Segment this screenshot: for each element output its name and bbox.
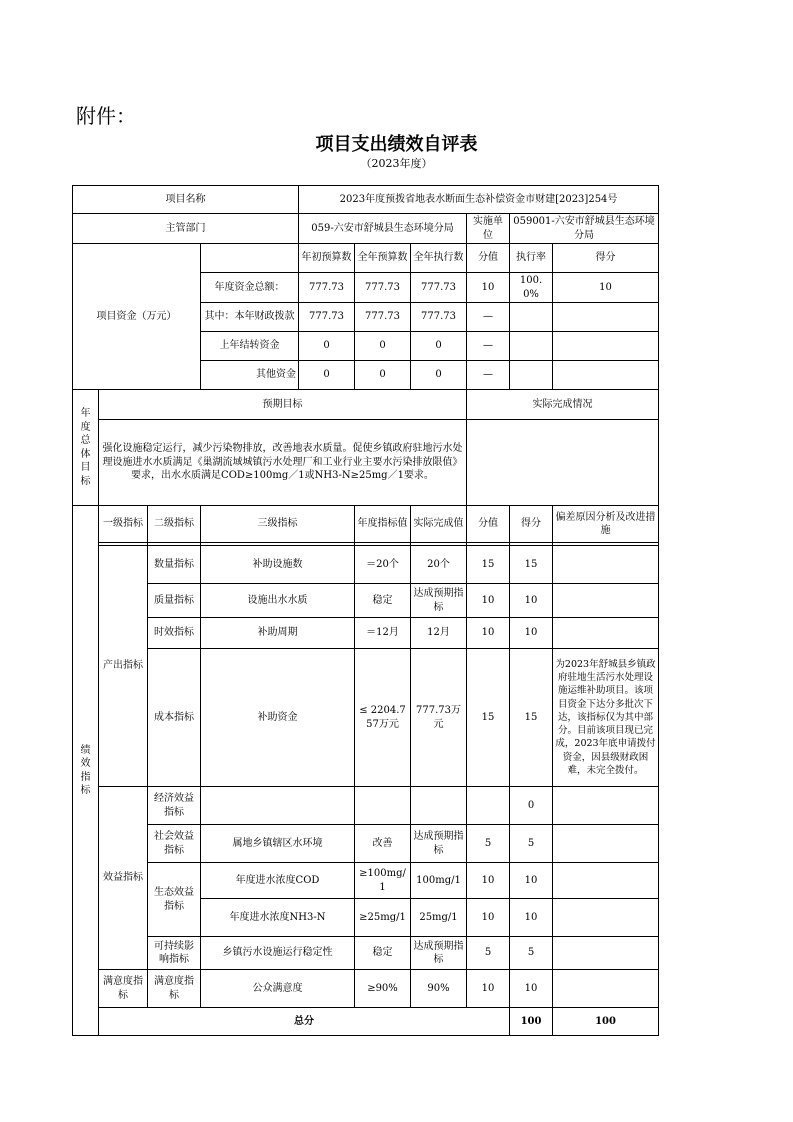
- benefit-row: [73, 863, 659, 899]
- perf-header-score: 得分: [510, 506, 553, 543]
- benefit-l2: 经济效益指标: [148, 787, 201, 825]
- project-name-row: [73, 186, 659, 214]
- funds-row-label: 年度资金总额：: [201, 273, 299, 303]
- goals-side-label: [73, 390, 99, 506]
- funds-row-label: 其他资金: [201, 361, 299, 390]
- output-target: ＝12月: [355, 618, 411, 649]
- funds-cell: 0: [411, 332, 467, 361]
- satisfaction-l1: 满意度指标: [99, 970, 148, 1008]
- benefit-l3: 属地乡镇辖区水环境: [201, 825, 355, 863]
- output-actual: 20个: [411, 546, 467, 584]
- page-title: 项目支出绩效自评表: [315, 134, 478, 155]
- perf-header-l1: 一级指标: [99, 506, 148, 543]
- benefit-note: [553, 937, 659, 970]
- funds-cell: 777.73: [299, 273, 355, 303]
- output-target: 稳定: [355, 584, 411, 618]
- implementing-unit-label: 实施单位: [467, 214, 510, 244]
- goals-side-text: 年度总体目标: [80, 408, 91, 487]
- funds-cell: 0: [355, 361, 411, 390]
- funds-cell: 777.73: [299, 303, 355, 332]
- funds-row-label: 其中：本年财政拨款: [201, 303, 299, 332]
- satisfaction-actual: 90%: [411, 970, 467, 1008]
- funds-header-rate: 执行率: [510, 244, 553, 273]
- satisfaction-score-max: 10: [467, 970, 510, 1008]
- funds-cell: 777.73: [355, 273, 411, 303]
- goals-header-row: [73, 390, 659, 420]
- benefit-target: ≥100mg/1: [355, 863, 411, 899]
- funds-cell: 777.73: [355, 303, 411, 332]
- benefit-target: [355, 787, 411, 825]
- output-score: 15: [510, 649, 553, 787]
- benefit-score-max: 5: [467, 937, 510, 970]
- funds-cell: 10: [553, 273, 659, 303]
- funds-cell: 0: [299, 332, 355, 361]
- perf-side-label: [73, 506, 99, 1036]
- funds-cell: 0: [355, 332, 411, 361]
- funds-header-initial: 年初预算数: [299, 244, 355, 273]
- perf-header-l2: 二级指标: [148, 506, 201, 543]
- funds-label: 项目资金（万元）: [73, 244, 201, 390]
- benefit-score: 5: [510, 937, 553, 970]
- benefit-score-max: 10: [467, 863, 510, 899]
- perf-header-score-max: 分值: [467, 506, 510, 543]
- department-value: 059-六安市舒城县生态环境分局: [299, 214, 467, 244]
- funds-cell: 777.73: [411, 303, 467, 332]
- attachment-label: 附件：: [76, 104, 136, 128]
- benefit-score-max: 5: [467, 825, 510, 863]
- benefit-actual: 达成预期指标: [411, 937, 467, 970]
- perf-header-actual: 实际完成值: [411, 506, 467, 543]
- benefit-l2: 社会效益指标: [148, 825, 201, 863]
- output-l3: 设施出水水质: [201, 584, 355, 618]
- benefit-l1: 效益指标: [99, 787, 148, 970]
- satisfaction-target: ≥90%: [355, 970, 411, 1008]
- funds-cell: [510, 361, 553, 390]
- output-score-max: 10: [467, 618, 510, 649]
- funds-header-score: 得分: [553, 244, 659, 273]
- actual-completion-text: [467, 420, 659, 506]
- output-actual: 12月: [411, 618, 467, 649]
- funds-header-blank: [201, 244, 299, 273]
- output-target: ＝20个: [355, 546, 411, 584]
- funds-cell: 0: [299, 361, 355, 390]
- total-score: 100: [553, 1008, 659, 1036]
- perf-side-text: 绩效指标: [80, 744, 91, 796]
- output-note: [553, 584, 659, 618]
- funds-cell: 777.73: [411, 273, 467, 303]
- satisfaction-row: [73, 970, 659, 1008]
- benefit-target: ≥25mg/1: [355, 899, 411, 937]
- benefit-score: 5: [510, 825, 553, 863]
- output-row: [73, 649, 659, 787]
- benefit-row: [73, 825, 659, 863]
- funds-header-annual: 全年预算数: [355, 244, 411, 273]
- output-l3: 补助资金: [201, 649, 355, 787]
- output-l1: 产出指标: [99, 546, 148, 787]
- output-actual: 777.73万元: [411, 649, 467, 787]
- funds-cell: [553, 361, 659, 390]
- benefit-l3: 年度进水浓度COD: [201, 863, 355, 899]
- perf-header-row: [73, 506, 659, 543]
- output-l2: 质量指标: [148, 584, 201, 618]
- year-label: （2023年度）: [360, 157, 433, 170]
- benefit-l3: 乡镇污水设施运行稳定性: [201, 937, 355, 970]
- funds-cell: —: [467, 303, 510, 332]
- total-row: [73, 1008, 659, 1036]
- benefit-score-max: 10: [467, 899, 510, 937]
- implementing-unit-value: 059001-六安市舒城县生态环境分局: [510, 214, 659, 244]
- satisfaction-score: 10: [510, 970, 553, 1008]
- benefit-score: 10: [510, 899, 553, 937]
- output-score: 10: [510, 618, 553, 649]
- output-l2: 时效指标: [148, 618, 201, 649]
- expected-goal-text: 强化设施稳定运行，减少污染物排放，改善地表水质量。促使乡镇政府驻地污水处理设施进水水质满足《巢湖流域城镇污水处理厂和工业行业主要水污染排放限值》要求，出水水质满足COD≥100mg／1或NH3-N≥25mg／1要求。: [99, 420, 467, 506]
- funds-cell: —: [467, 332, 510, 361]
- benefit-actual: 达成预期指标: [411, 825, 467, 863]
- output-note: [553, 618, 659, 649]
- total-score-max: 100: [510, 1008, 553, 1036]
- project-name-label: 项目名称: [73, 186, 299, 214]
- satisfaction-note: [553, 970, 659, 1008]
- output-l3: 补助设施数: [201, 546, 355, 584]
- output-row: [73, 546, 659, 584]
- output-target: ≤ 2204.757万元: [355, 649, 411, 787]
- total-label: 总分: [99, 1008, 510, 1036]
- benefit-score-max: [467, 787, 510, 825]
- benefit-row: [73, 787, 659, 825]
- benefit-note: [553, 899, 659, 937]
- funds-cell: 0: [411, 361, 467, 390]
- output-score-max: 10: [467, 584, 510, 618]
- perf-header-l3: 三级指标: [201, 506, 355, 543]
- funds-cell: [510, 303, 553, 332]
- output-note: 为2023年舒城县乡镇政府驻地生活污水处理设施运维补助项目。该项目资金下达分多批次下达，该指标仅为其中部分。目前该项目现已完成，2023年底申请拨付资金，因县级财政困难，未完全拨付。: [553, 649, 659, 787]
- actual-completion-header: 实际完成情况: [467, 390, 659, 420]
- funds-header-row: [73, 244, 659, 273]
- output-row: [73, 618, 659, 649]
- funds-cell: [510, 332, 553, 361]
- funds-header-executed: 全年执行数: [411, 244, 467, 273]
- benefit-l3: 年度进水浓度NH3-N: [201, 899, 355, 937]
- benefit-actual: 25mg/1: [411, 899, 467, 937]
- perf-header-target: 年度指标值: [355, 506, 411, 543]
- output-score-max: 15: [467, 546, 510, 584]
- benefit-note: [553, 787, 659, 825]
- funds-header-score-max: 分值: [467, 244, 510, 273]
- benefit-target: 改善: [355, 825, 411, 863]
- output-score: 15: [510, 546, 553, 584]
- benefit-score: 0: [510, 787, 553, 825]
- benefit-actual: 100mg/1: [411, 863, 467, 899]
- department-label: 主管部门: [73, 214, 299, 244]
- satisfaction-l2: 满意度指标: [148, 970, 201, 1008]
- benefit-note: [553, 863, 659, 899]
- project-name-value: 2023年度预拨省地表水断面生态补偿资金市财建[2023]254号: [299, 186, 659, 214]
- benefit-row: [73, 937, 659, 970]
- output-l2: 数量指标: [148, 546, 201, 584]
- funds-cell: 10: [467, 273, 510, 303]
- funds-cell: 100.0%: [510, 273, 553, 303]
- department-row: [73, 214, 659, 244]
- self-evaluation-table: [72, 185, 659, 1036]
- output-row: [73, 584, 659, 618]
- benefit-l2: 生态效益指标: [148, 863, 201, 937]
- funds-cell: [553, 332, 659, 361]
- output-l2: 成本指标: [148, 649, 201, 787]
- perf-header-note: 偏差原因分析及改进措施: [553, 506, 659, 543]
- benefit-actual: [411, 787, 467, 825]
- funds-cell: [553, 303, 659, 332]
- benefit-target: 稳定: [355, 937, 411, 970]
- output-note: [553, 546, 659, 584]
- benefit-l2: 可持续影响指标: [148, 937, 201, 970]
- benefit-score: 10: [510, 863, 553, 899]
- output-score: 10: [510, 584, 553, 618]
- benefit-note: [553, 825, 659, 863]
- funds-row-label: 上年结转资金: [201, 332, 299, 361]
- benefit-l3: [201, 787, 355, 825]
- goals-content-row: [73, 420, 659, 506]
- satisfaction-l3: 公众满意度: [201, 970, 355, 1008]
- output-actual: 达成预期指标: [411, 584, 467, 618]
- output-score-max: 15: [467, 649, 510, 787]
- funds-cell: —: [467, 361, 510, 390]
- expected-goal-header: 预期目标: [99, 390, 467, 420]
- output-l3: 补助周期: [201, 618, 355, 649]
